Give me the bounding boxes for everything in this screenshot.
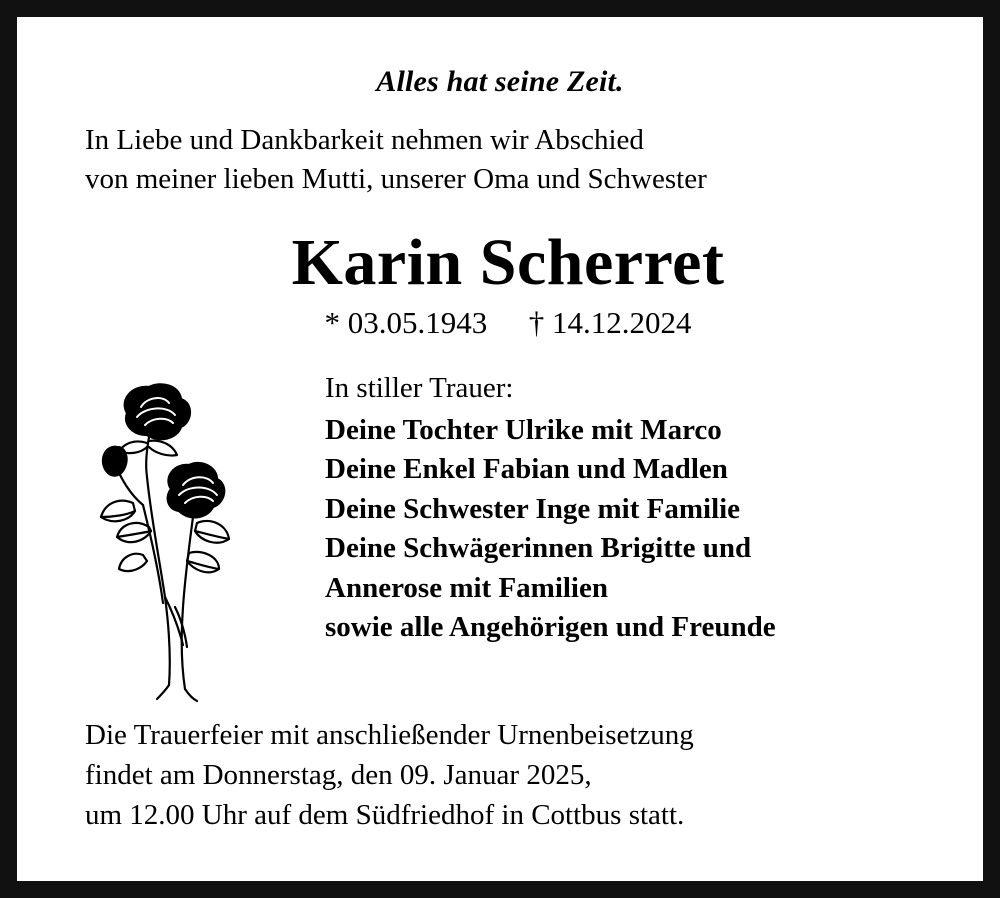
birth-symbol: * [324, 305, 340, 341]
deceased-name: Karin Scherret [291, 225, 725, 299]
mourning-heading: In stiller Trauer: [325, 372, 514, 405]
motto-text: Alles hat seine Zeit. [376, 65, 624, 98]
intro-line-2: von meiner lieben Mutti, unserer Oma und Schwester [85, 162, 707, 195]
birth-date: 03.05.1943 [347, 305, 488, 341]
life-dates [47, 305, 953, 341]
mourner-line: Deine Enkel Fabian und Madlen [325, 453, 728, 486]
rose-bouquet-icon [89, 377, 259, 707]
notice-inner-frame [14, 14, 986, 884]
mourner-line: Annerose mit Familien [325, 571, 608, 604]
mourning-section [47, 369, 953, 699]
death-symbol: † [528, 305, 545, 341]
mourner-line: Deine Tochter Ulrike mit Marco [325, 413, 722, 446]
death-date: 14.12.2024 [552, 305, 692, 341]
ceremony-line: um 12.00 Uhr auf dem Südfriedhof in Cottbus statt. [85, 799, 685, 832]
ceremony-line: findet am Donnerstag, den 09. Januar 2025, [85, 759, 592, 792]
mourner-line: Deine Schwägerinnen Brigitte und [325, 532, 752, 565]
intro-block [47, 121, 953, 199]
intro-line-1: In Liebe und Dankbarkeit nehmen wir Abschied [85, 124, 644, 156]
mourner-line: sowie alle Angehörigen und Freunde [325, 610, 776, 643]
ceremony-block [47, 715, 953, 835]
ceremony-line: Die Trauerfeier mit anschließender Urnenbeisetzung [85, 719, 694, 752]
mourner-line: Deine Schwester Inge mit Familie [325, 492, 741, 525]
